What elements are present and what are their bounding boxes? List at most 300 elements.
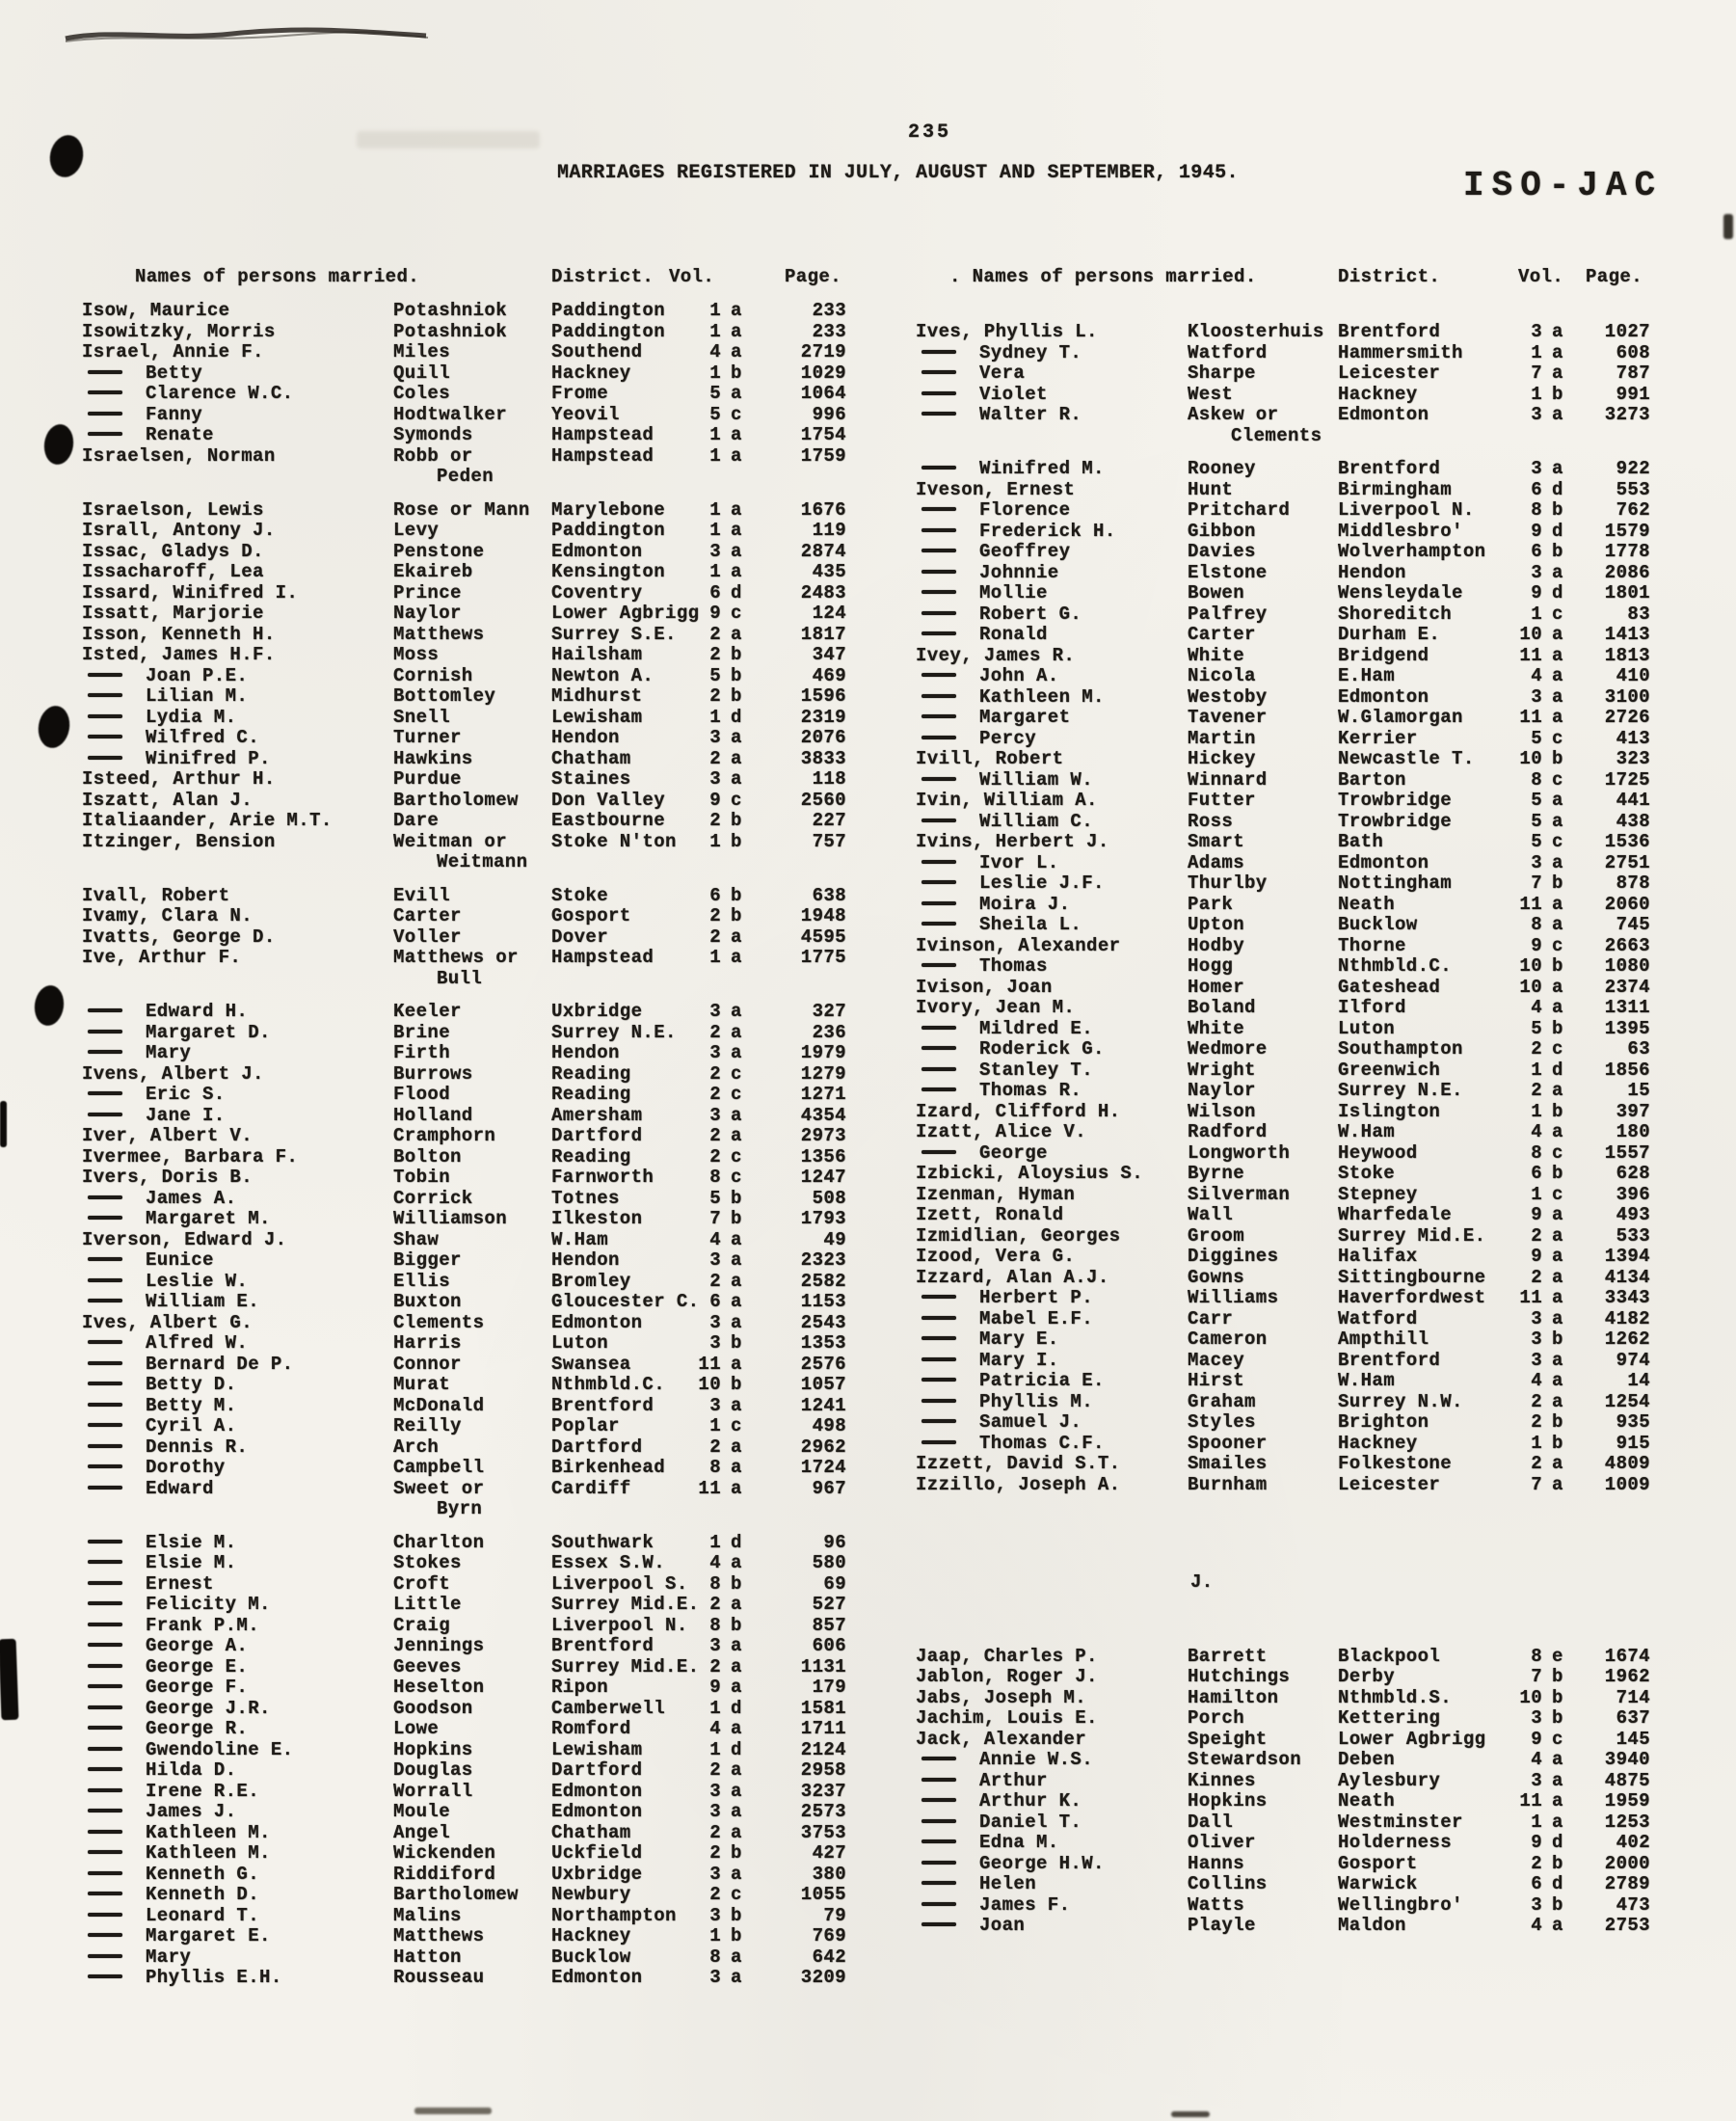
- volume-number: 1: [709, 300, 721, 321]
- scan-artifact-top-line: [64, 21, 430, 50]
- index-column-left: [82, 301, 853, 1989]
- district: Surrey Mid.E.: [551, 1655, 700, 1678]
- spouse-surname: Hamilton: [1188, 1686, 1279, 1708]
- volume-letter: a: [1552, 1080, 1563, 1101]
- page-ref: 2573: [800, 1801, 846, 1822]
- spouse-surname: Oliver: [1188, 1832, 1256, 1853]
- index-entry-row: [82, 301, 853, 322]
- page-ref: 967: [812, 1477, 846, 1499]
- district: Gosport: [1338, 1852, 1418, 1874]
- person-name: Ive, Arthur F.: [82, 947, 242, 968]
- spouse-surname: Wall: [1188, 1204, 1234, 1225]
- volume-number: 11: [698, 1477, 721, 1499]
- district: Edmonton: [551, 1801, 643, 1822]
- person-name: Ives, Albert G.: [82, 1311, 254, 1333]
- spouse-surname: Davies: [1188, 541, 1256, 562]
- volume-number: 11: [1519, 644, 1542, 666]
- spouse-surname: Symonds: [393, 424, 473, 445]
- name-cell: [82, 749, 271, 770]
- volume-letter: a: [731, 1967, 742, 1988]
- index-entry-row: [82, 604, 853, 625]
- index-entry-row: [82, 1616, 853, 1637]
- volume-number: 7: [1531, 1666, 1542, 1687]
- index-entry-continuation: [82, 852, 853, 873]
- name-cell: [916, 583, 1048, 604]
- page-ref: 606: [812, 1635, 846, 1656]
- volume-letter: c: [1552, 1728, 1563, 1750]
- page-ref: 878: [1616, 873, 1650, 894]
- name-cell: [916, 522, 1116, 543]
- page-ref: 1253: [1604, 1811, 1650, 1833]
- volume-letter: b: [731, 1904, 742, 1926]
- name-cell: [916, 1288, 1093, 1309]
- spouse-surname: Ekaireb: [393, 561, 473, 582]
- page-ref: 1856: [1604, 1059, 1650, 1081]
- volume-number: 5: [1531, 727, 1542, 749]
- volume-letter: a: [1552, 404, 1563, 425]
- district: Edmonton: [551, 1780, 643, 1802]
- volume-letter: a: [731, 1125, 742, 1146]
- volume-letter: a: [1552, 624, 1563, 645]
- page-ref: 233: [812, 320, 846, 342]
- index-entry-continuation: [82, 1499, 853, 1520]
- index-entry-row: [82, 1333, 853, 1355]
- page-ref: 402: [1616, 1832, 1650, 1853]
- district: Frome: [551, 383, 609, 404]
- ditto-dash: [921, 963, 956, 967]
- volume-letter: b: [731, 1187, 742, 1209]
- scan-artifact-ink-blob: [41, 422, 76, 467]
- spouse-surname-continued: Clements: [1231, 424, 1322, 446]
- ditto-dash: [88, 1643, 122, 1647]
- index-entry-row: [916, 1895, 1668, 1917]
- name-cell: [916, 666, 1059, 687]
- district: Hackney: [1338, 1432, 1418, 1454]
- volume-number: 2: [709, 1125, 721, 1146]
- name-cell: [82, 1023, 271, 1044]
- district: Holderness: [1338, 1832, 1453, 1853]
- spouse-surname: Radford: [1188, 1121, 1268, 1142]
- index-entry-row: [916, 1708, 1668, 1730]
- index-entry-row: [82, 1823, 853, 1844]
- name-cell: [916, 1205, 1063, 1226]
- person-name: Daniel T.: [979, 1811, 1082, 1833]
- name-cell: [916, 1833, 1059, 1854]
- volume-letter: a: [1552, 893, 1563, 915]
- index-entry-row: [82, 1230, 853, 1251]
- spouse-surname: Wickenden: [393, 1842, 496, 1864]
- volume-letter: a: [1552, 1370, 1563, 1391]
- volume-number: 1: [709, 1531, 721, 1553]
- person-name: Renate: [146, 424, 214, 445]
- district: Hendon: [1338, 561, 1406, 583]
- page-ref: 2560: [800, 789, 846, 811]
- volume-number: 8: [1531, 499, 1542, 521]
- person-name: Arthur: [979, 1769, 1048, 1791]
- index-entry-row: [916, 770, 1668, 792]
- volume-letter: b: [1552, 1686, 1563, 1708]
- name-cell: [82, 521, 276, 542]
- volume-letter: a: [731, 1270, 742, 1292]
- spouse-surname: Nicola: [1188, 665, 1256, 686]
- volume-number: 2: [1531, 1224, 1542, 1247]
- person-name: Mildred E.: [979, 1017, 1094, 1039]
- name-cell: [82, 645, 276, 666]
- ditto-dash: [921, 901, 956, 905]
- scan-artifact-smudge: [414, 2108, 492, 2114]
- spouse-surname: Craig: [393, 1614, 451, 1636]
- page-ref: 2576: [800, 1353, 846, 1375]
- volume-letter: a: [1552, 851, 1563, 873]
- index-entry-row: [82, 927, 853, 949]
- district: Marylebone: [551, 498, 666, 521]
- page-ref: 4875: [1604, 1769, 1650, 1791]
- volume-letter: a: [731, 383, 742, 404]
- volume-letter: c: [731, 1884, 742, 1905]
- index-entry-row: [82, 728, 853, 749]
- spouse-surname: Futter: [1188, 790, 1256, 811]
- page-ref: 233: [812, 300, 846, 321]
- district: Hampstead: [551, 424, 654, 445]
- page-ref: 1948: [800, 905, 846, 926]
- volume-number: 8: [1531, 1141, 1542, 1164]
- person-name: Patricia E.: [979, 1370, 1105, 1391]
- page-ref: 1711: [800, 1718, 846, 1739]
- spouse-surname: Williamson: [393, 1208, 508, 1229]
- index-entry-row: [916, 385, 1668, 406]
- ditto-dash: [921, 880, 956, 884]
- ditto-dash: [921, 922, 956, 926]
- volume-number: 3: [1531, 1707, 1542, 1729]
- volume-letter: c: [1552, 1141, 1563, 1164]
- district: Trowbridge: [1338, 790, 1453, 811]
- person-name: Kenneth D.: [146, 1884, 260, 1905]
- ditto-dash: [88, 735, 122, 738]
- ditto-dash: [921, 1419, 956, 1423]
- district: Yeovil: [551, 403, 620, 425]
- volume-number: 10: [1519, 748, 1542, 769]
- district: Uckfield: [551, 1842, 643, 1864]
- page-ref: 3273: [1604, 404, 1650, 425]
- volume-number: 3: [709, 1001, 721, 1022]
- name-cell: [916, 1268, 1109, 1289]
- spouse-surname: Snell: [393, 706, 451, 728]
- name-cell: [82, 1906, 259, 1927]
- district: Southwark: [551, 1531, 654, 1553]
- index-entry-row: [916, 666, 1668, 687]
- name-cell: [82, 1085, 226, 1106]
- person-name: Violet: [979, 383, 1048, 405]
- index-entry-row: [82, 1355, 853, 1376]
- district: Cardiff: [551, 1477, 631, 1499]
- district: Nthmbld.C.: [551, 1374, 666, 1395]
- page-ref: 1009: [1604, 1473, 1650, 1495]
- page-ref: 762: [1616, 499, 1650, 521]
- spouse-surname: Wilson: [1188, 1100, 1256, 1122]
- name-cell: [82, 1250, 214, 1272]
- spouse-surname: Stewardson: [1188, 1749, 1302, 1770]
- index-entry-row: [82, 1926, 853, 1947]
- index-entry-row: [916, 1412, 1668, 1434]
- volume-letter: a: [731, 1104, 742, 1126]
- page-ref: 2582: [800, 1270, 846, 1292]
- volume-letter: b: [1552, 1411, 1563, 1433]
- person-name: Jack, Alexander: [916, 1728, 1087, 1750]
- person-name: Itzinger, Bension: [82, 830, 276, 852]
- volume-number: 2: [1531, 1411, 1542, 1433]
- ditto-dash: [88, 1486, 122, 1490]
- page-ref: 124: [812, 603, 846, 624]
- district: Ripon: [551, 1677, 609, 1698]
- name-cell: [916, 832, 1109, 853]
- name-cell: [916, 749, 1063, 770]
- name-cell: [82, 1147, 298, 1168]
- index-entry-row: [82, 363, 853, 385]
- person-name: Izzard, Alan A.J.: [916, 1266, 1109, 1288]
- index-entry-row: [82, 1250, 853, 1272]
- district: Wellingbro': [1338, 1893, 1463, 1916]
- page-ref: 1959: [1604, 1790, 1650, 1812]
- spouse-surname: Winnard: [1188, 768, 1268, 791]
- page-ref: 1676: [800, 498, 846, 521]
- volume-letter: a: [731, 1353, 742, 1375]
- index-entry-row: [916, 832, 1668, 853]
- volume-letter: b: [731, 1572, 742, 1595]
- index-entry-row: [82, 1479, 853, 1500]
- page-ref: 1271: [800, 1084, 846, 1105]
- district: Southampton: [1338, 1038, 1463, 1060]
- person-name: Margaret D.: [146, 1021, 271, 1043]
- person-name: Leonard T.: [146, 1904, 260, 1926]
- person-name: Joan: [979, 1915, 1026, 1936]
- spouse-surname: Holland: [393, 1104, 473, 1126]
- spouse-surname: Jennings: [393, 1635, 485, 1656]
- district: Hendon: [551, 727, 620, 748]
- volume-letter: a: [1552, 341, 1563, 363]
- page-ref: 413: [1616, 727, 1650, 749]
- district: Brentford: [1338, 1349, 1441, 1371]
- volume-number: 2: [709, 905, 721, 926]
- spouse-surname: Carter: [393, 905, 462, 926]
- ditto-dash: [921, 590, 956, 594]
- page-ref: 1674: [1604, 1645, 1650, 1667]
- name-cell: [82, 948, 241, 969]
- name-cell: [82, 906, 253, 927]
- person-name: George E.: [146, 1655, 249, 1678]
- page-ref: 1817: [800, 623, 846, 645]
- spouse-surname: Moss: [393, 644, 440, 665]
- page-ref: 347: [812, 644, 846, 665]
- index-entry-row: [82, 1126, 853, 1147]
- person-name: Ernest: [146, 1572, 214, 1595]
- person-name: Alfred W.: [146, 1332, 249, 1354]
- name-cell: [916, 646, 1075, 667]
- district: Eastbourne: [551, 810, 666, 831]
- volume-number: 3: [709, 1635, 721, 1656]
- spouse-surname-continued: Peden: [437, 466, 494, 487]
- spouse-surname: Sharpe: [1188, 362, 1256, 384]
- index-entry-row: [82, 1437, 853, 1459]
- ditto-dash: [921, 1150, 956, 1154]
- page-ref: 1279: [800, 1062, 846, 1085]
- ditto-dash: [88, 1830, 122, 1834]
- name-cell: [82, 1126, 253, 1147]
- spouse-surname: Macey: [1188, 1349, 1245, 1371]
- person-name: George H.W.: [979, 1852, 1105, 1874]
- spouse-surname: Smart: [1188, 831, 1245, 852]
- district: Lewisham: [551, 1738, 643, 1760]
- index-entry-row: [916, 956, 1668, 978]
- ditto-dash: [88, 756, 122, 760]
- name-cell: [82, 1230, 286, 1251]
- person-name: Ivison, Joan: [916, 976, 1053, 998]
- volume-letter: a: [731, 1863, 742, 1885]
- spouse-surname-continued: Byrn: [437, 1498, 483, 1519]
- page-ref: 553: [1616, 478, 1650, 500]
- page-ref: 79: [823, 1904, 846, 1926]
- index-entry-row: [916, 1329, 1668, 1351]
- ditto-dash: [921, 1902, 956, 1906]
- district: Camberwell: [551, 1697, 666, 1719]
- district: Sittingbourne: [1338, 1266, 1486, 1288]
- person-name: Herbert P.: [979, 1287, 1094, 1308]
- volume-number: 1: [709, 1415, 721, 1436]
- person-name: Jablon, Roger J.: [916, 1666, 1098, 1687]
- page-ref: 2319: [800, 706, 846, 728]
- section-heading: [916, 1572, 1668, 1594]
- district: Edmonton: [1338, 851, 1429, 873]
- volume-number: 9: [1531, 1728, 1542, 1750]
- index-entry-row: [82, 1106, 853, 1127]
- person-name: George R.: [146, 1718, 249, 1739]
- spouse-surname: Tobin: [393, 1167, 451, 1188]
- page-ref: 1801: [1604, 582, 1650, 604]
- page-ref: 638: [812, 884, 846, 906]
- page-ref: 473: [1616, 1893, 1650, 1916]
- scan-artifact-edge-mark: [0, 1639, 18, 1721]
- page-ref: 435: [812, 561, 846, 582]
- person-name: Elsie M.: [146, 1531, 237, 1553]
- district: Haverfordwest: [1338, 1287, 1486, 1308]
- name-cell: [916, 1454, 1120, 1475]
- index-entry-row: [82, 542, 853, 563]
- page-ref: 69: [823, 1572, 846, 1595]
- district: Derby: [1338, 1666, 1396, 1687]
- person-name: George: [979, 1141, 1048, 1164]
- volume-letter: d: [731, 581, 742, 604]
- index-entry-row: [916, 1750, 1668, 1771]
- volume-number: 2: [709, 1884, 721, 1905]
- district: Reading: [551, 1084, 631, 1105]
- volume-letter: b: [1552, 1707, 1563, 1729]
- district: Hampstead: [551, 444, 654, 467]
- district: Neath: [1338, 1790, 1396, 1812]
- volume-letter: a: [1552, 1224, 1563, 1247]
- volume-letter: a: [731, 1291, 742, 1312]
- volume-number: 1: [709, 320, 721, 342]
- district: Westminster: [1338, 1811, 1463, 1833]
- name-cell: [82, 1740, 293, 1761]
- name-cell: [916, 729, 1036, 750]
- volume-letter: a: [1552, 914, 1563, 935]
- volume-number: 1: [709, 444, 721, 467]
- volume-letter: b: [731, 905, 742, 926]
- name-cell: [82, 1272, 248, 1293]
- person-name: Frank P.M.: [146, 1614, 260, 1636]
- spouse-surname: Graham: [1188, 1390, 1256, 1412]
- spouse-surname: Potashniok: [393, 300, 508, 321]
- page-ref: 1724: [800, 1457, 846, 1478]
- person-name: Walter R.: [979, 404, 1082, 425]
- volume-letter: d: [731, 1531, 742, 1553]
- person-name: Ivall, Robert: [82, 884, 230, 906]
- district: Liverpool N.: [1338, 499, 1475, 521]
- index-entry-row: [82, 1064, 853, 1086]
- spouse-surname: Stokes: [393, 1552, 462, 1573]
- volume-number: 3: [709, 1801, 721, 1822]
- ditto-dash: [88, 1299, 122, 1302]
- person-name: Winifred P.: [146, 747, 271, 769]
- spouse-surname: Homer: [1188, 976, 1245, 998]
- column-header-district-right: District.: [1338, 266, 1441, 287]
- person-name: Ivatts, George D.: [82, 926, 276, 948]
- spouse-surname: Wright: [1188, 1059, 1256, 1081]
- person-name: Iszatt, Alan J.: [82, 789, 254, 811]
- volume-number: 2: [1531, 1266, 1542, 1288]
- person-name: Jaap, Charles P.: [916, 1645, 1098, 1667]
- name-cell: [916, 895, 1070, 916]
- ditto-dash: [921, 694, 956, 698]
- spouse-surname: Hirst: [1188, 1370, 1245, 1391]
- person-name: Kathleen M.: [146, 1842, 271, 1864]
- name-cell: [82, 1865, 259, 1886]
- spouse-surname: Hunt: [1188, 478, 1234, 500]
- name-cell: [916, 1247, 1075, 1268]
- person-name: Izatt, Alice V.: [916, 1121, 1087, 1142]
- volume-number: 8: [709, 1946, 721, 1968]
- name-cell: [916, 1081, 1082, 1102]
- person-name: Arthur K.: [979, 1790, 1082, 1812]
- volume-number: 4: [1531, 997, 1542, 1018]
- page-ref: 1581: [800, 1697, 846, 1719]
- name-cell: [916, 687, 1105, 709]
- volume-number: 2: [709, 1759, 721, 1781]
- ditto-dash: [88, 1581, 122, 1585]
- name-cell: [82, 446, 276, 468]
- district: Brighton: [1338, 1411, 1429, 1433]
- ditto-dash: [88, 1788, 122, 1792]
- ditto-dash: [88, 1892, 122, 1895]
- name-cell: [82, 583, 298, 604]
- page-ref: 1413: [1604, 624, 1650, 645]
- person-name: Ivill, Robert: [916, 748, 1064, 769]
- district: Nthmbld.C.: [1338, 955, 1453, 977]
- name-cell: [82, 1553, 236, 1574]
- name-cell: [916, 1434, 1105, 1455]
- district: Southend: [551, 341, 643, 362]
- name-cell: [82, 1885, 259, 1906]
- spouse-surname: McDonald: [393, 1394, 485, 1416]
- ditto-dash: [921, 1881, 956, 1885]
- ditto-dash: [88, 390, 122, 394]
- ditto-dash: [921, 1357, 956, 1361]
- volume-number: 1: [709, 362, 721, 384]
- volume-letter: d: [1552, 1873, 1563, 1894]
- ditto-dash: [88, 1008, 122, 1012]
- person-name: Israll, Antony J.: [82, 520, 276, 541]
- person-name: Ivin, William A.: [916, 790, 1098, 811]
- name-cell: [916, 459, 1105, 480]
